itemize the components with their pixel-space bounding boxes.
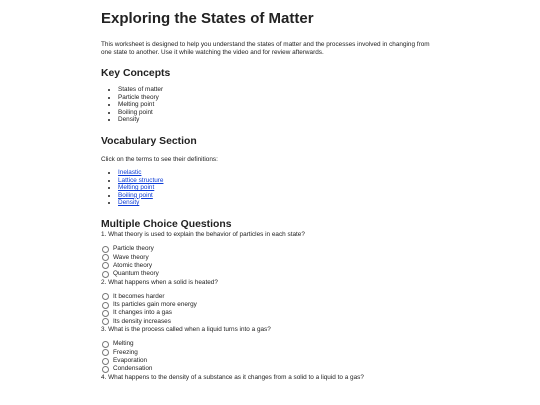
page-title: Exploring the States of Matter	[101, 10, 314, 27]
answer-option[interactable]	[102, 253, 441, 261]
answer-option[interactable]	[102, 357, 441, 365]
radio-button[interactable]	[102, 254, 109, 261]
option-label: Atomic theory	[113, 261, 153, 269]
option-label: Condensation	[113, 365, 153, 373]
answer-option[interactable]	[102, 245, 441, 253]
option-label: Wave theory	[113, 253, 149, 261]
vocabulary-heading: Vocabulary Section	[101, 135, 197, 147]
option-label: It changes into a gas	[113, 309, 172, 317]
option-label: Freezing	[113, 348, 138, 356]
option-label: Its particles gain more energy	[113, 301, 197, 309]
radio-button[interactable]	[102, 302, 109, 309]
question-3-text: 3. What is the process called when a liquid turns into a gas?	[101, 326, 271, 334]
option-label: Evaporation	[113, 357, 148, 365]
option-label: Particle theory	[113, 245, 154, 253]
question-2-text: 2. What happens when a solid is heated?	[101, 278, 218, 286]
radio-button[interactable]	[102, 341, 109, 348]
radio-button[interactable]	[102, 358, 109, 365]
option-label: Melting	[113, 340, 134, 348]
vocabulary-list	[101, 169, 441, 207]
radio-button[interactable]	[102, 310, 109, 317]
option-label: Quantum theory	[113, 270, 159, 278]
list-item	[118, 169, 441, 177]
question-1-text: 1. What theory is used to explain the behavior of particles in each state?	[101, 230, 305, 238]
key-concepts-list	[101, 86, 441, 124]
radio-button[interactable]	[102, 262, 109, 269]
radio-button[interactable]	[102, 318, 109, 325]
intro-paragraph: This worksheet is designed to help you understand the states of matter and the processes involved in changing from one state to another. Use it while watching the video and for review afterwards.	[101, 41, 430, 56]
list-item	[118, 199, 441, 207]
answer-option[interactable]	[102, 309, 441, 317]
term-link-melting-point[interactable]: Melting point	[118, 184, 155, 192]
list-item: • Particle theory	[118, 94, 441, 102]
mcq-heading: Multiple Choice Questions	[101, 218, 232, 230]
list-item	[118, 184, 441, 192]
option-label: It becomes harder	[113, 292, 165, 300]
question-3-options	[101, 340, 441, 374]
list-item	[118, 177, 441, 185]
answer-option[interactable]	[102, 340, 441, 348]
term-link-inelastic[interactable]: Inelastic	[118, 168, 142, 176]
answer-option[interactable]	[102, 365, 441, 373]
term-link-density[interactable]: Density	[118, 199, 140, 207]
question-1-options	[101, 245, 441, 279]
answer-option[interactable]	[102, 262, 441, 270]
list-item: • Density	[118, 116, 441, 124]
radio-button[interactable]	[102, 349, 109, 356]
key-concepts-heading: Key Concepts	[101, 68, 171, 79]
question-2-options	[101, 293, 441, 327]
answer-option[interactable]	[102, 293, 441, 301]
answer-option[interactable]	[102, 270, 441, 278]
answer-option[interactable]	[102, 301, 441, 309]
radio-button[interactable]	[102, 246, 109, 253]
radio-button[interactable]	[102, 293, 109, 300]
radio-button[interactable]	[102, 366, 109, 373]
radio-button[interactable]	[102, 271, 109, 278]
term-link-boiling-point[interactable]: Boiling point	[118, 191, 153, 199]
list-item: • Boiling point	[118, 109, 441, 117]
worksheet-page	[101, 0, 441, 382]
answer-option[interactable]	[102, 348, 441, 356]
list-item: • Melting point	[118, 101, 441, 109]
term-link-lattice-structure[interactable]: Lattice structure	[118, 176, 164, 184]
question-4-text: 4. What happens to the density of a substance as it changes from a solid to a liquid to a gas?	[101, 373, 364, 381]
answer-option[interactable]	[102, 318, 441, 326]
option-label: Its density increases	[113, 317, 171, 325]
list-item	[118, 192, 441, 200]
vocabulary-hint: Click on the terms to see their definitions:	[101, 155, 218, 163]
list-item: • States of matter	[118, 86, 441, 94]
